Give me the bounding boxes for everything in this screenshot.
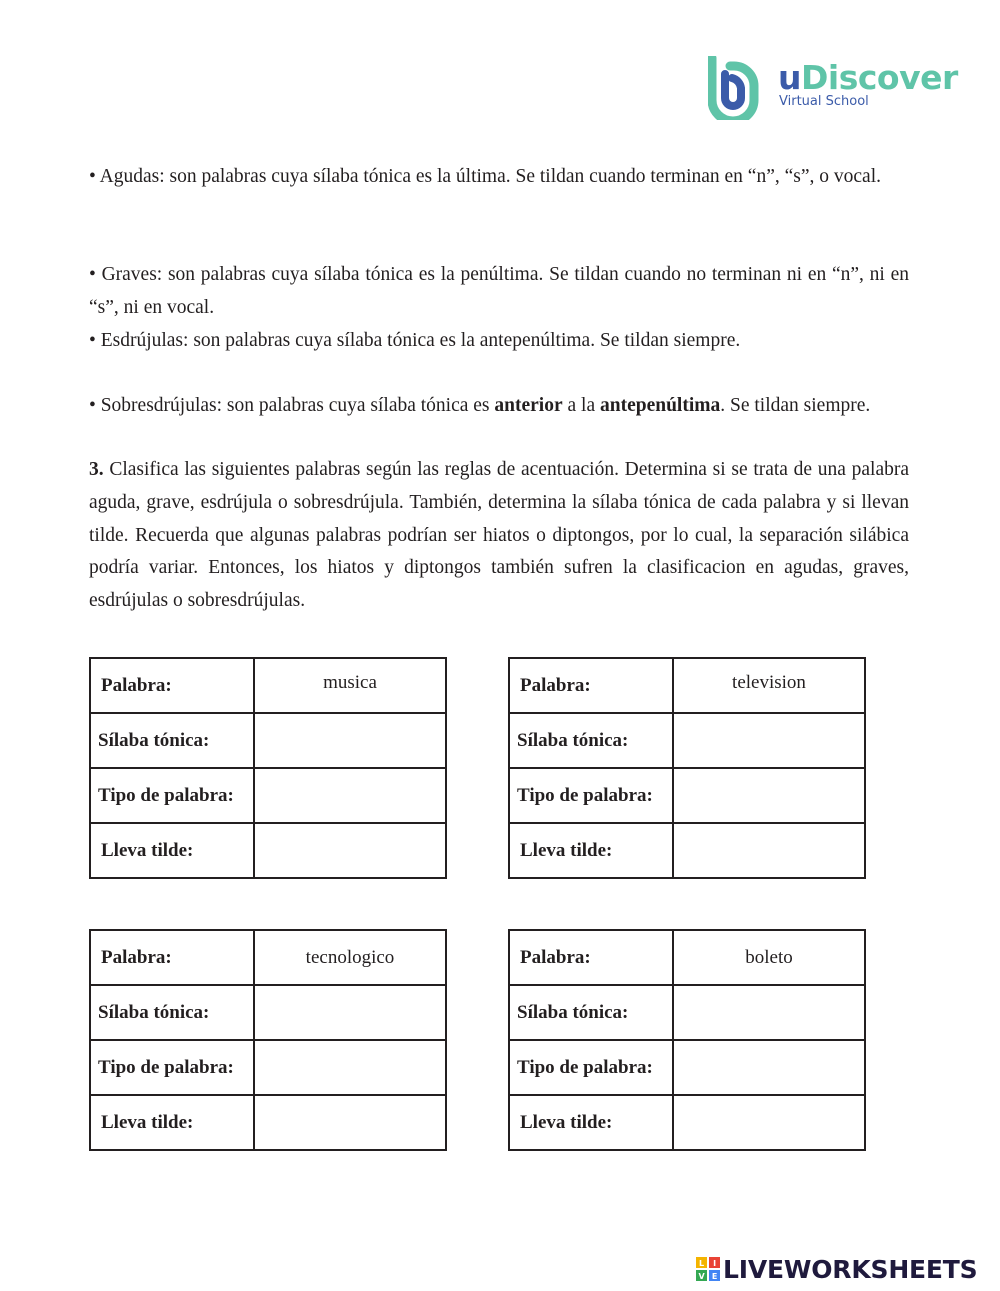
label-lleva-tilde: Lleva tilde:	[90, 1095, 254, 1150]
table-row-silaba	[90, 713, 446, 768]
rule-agudas-block	[89, 161, 909, 194]
rule-sobres-text-3: . Se tildan siempre.	[720, 395, 871, 416]
answer-lleva-tilde[interactable]	[254, 823, 446, 878]
exercise-text: Clasifica las siguientes palabras según las reglas de acentuación. Determina si se trata de una palabra aguda, grave, esdrújula o sobresdrújula. También, determina la sílaba tónica de cada palabra y si llevan tilde. Recuerda que algunas palabras podrían ser hiatos o diptongos, por lo cual, la separación silábica podría variar. Entonces, los hiatos y diptongos también sufren la clasificacion en agudas, graves, esdrújulas o sobresdrújulas.	[89, 459, 909, 612]
word-table-1	[89, 657, 447, 879]
logo-title-prefix: u	[778, 58, 801, 97]
table-row-palabra	[90, 930, 446, 985]
answer-silaba-tonica[interactable]	[673, 713, 865, 768]
table-row-tipo	[90, 768, 446, 823]
label-silaba-tonica: Sílaba tónica:	[90, 713, 254, 768]
rule-sobresdrujulas	[89, 390, 909, 423]
block-letter-v: V	[698, 1272, 705, 1281]
label-lleva-tilde: Lleva tilde:	[509, 1095, 673, 1150]
block-letter-l: L	[699, 1259, 704, 1268]
answer-tipo-palabra[interactable]	[254, 768, 446, 823]
rule-esdrujulas: • Esdrújulas: son palabras cuya sílaba tónica es la antepenúltima. Se tildan siempre.	[89, 329, 741, 351]
exercise-instructions-block	[89, 454, 909, 618]
label-silaba-tonica: Sílaba tónica:	[509, 985, 673, 1040]
answer-silaba-tonica[interactable]	[673, 985, 865, 1040]
table-row-silaba	[509, 713, 865, 768]
word-table-3	[89, 929, 447, 1151]
answer-silaba-tonica[interactable]	[254, 985, 446, 1040]
table-row-tipo	[509, 1040, 865, 1095]
word-value: boleto	[673, 930, 865, 985]
rule-sobres-bold-antepenultima: antepenúltima	[599, 395, 721, 416]
table-row-tipo	[90, 1040, 446, 1095]
rule-graves-block	[89, 259, 909, 357]
answer-lleva-tilde[interactable]	[673, 823, 865, 878]
rule-sobres-text-2: a la	[562, 395, 600, 416]
logo-title	[778, 58, 958, 98]
table-row-tilde	[90, 823, 446, 878]
rule-graves: • Graves: son palabras cuya sílaba tónica es la penúltima. Se tildan cuando no terminan ni en “n”, ni en “s”, ni en vocal.	[89, 264, 909, 318]
label-silaba-tonica: Sílaba tónica:	[509, 713, 673, 768]
block-letter-i: I	[713, 1259, 716, 1268]
rule-sobres-text-1: • Sobresdrújulas: son palabras cuya sílaba tónica es	[89, 395, 495, 416]
word-table-2	[508, 657, 866, 879]
answer-silaba-tonica[interactable]	[254, 713, 446, 768]
answer-lleva-tilde[interactable]	[673, 1095, 865, 1150]
word-value: television	[673, 658, 865, 713]
exercise-instructions	[89, 454, 909, 618]
label-palabra: Palabra:	[90, 658, 254, 713]
table-row-palabra	[509, 658, 865, 713]
answer-tipo-palabra[interactable]	[673, 1040, 865, 1095]
table-row-tilde	[509, 823, 865, 878]
table-row-tilde	[509, 1095, 865, 1150]
rule-sobresdrujulas-block	[89, 390, 909, 423]
word-value: musica	[254, 658, 446, 713]
label-tipo-palabra: Tipo de palabra:	[509, 768, 673, 823]
logo-title-rest: Discover	[801, 58, 958, 97]
label-lleva-tilde: Lleva tilde:	[509, 823, 673, 878]
word-value: tecnologico	[254, 930, 446, 985]
table-row-silaba	[90, 985, 446, 1040]
label-lleva-tilde: Lleva tilde:	[90, 823, 254, 878]
exercise-number: 3.	[89, 459, 104, 480]
label-silaba-tonica: Sílaba tónica:	[90, 985, 254, 1040]
label-tipo-palabra: Tipo de palabra:	[90, 1040, 254, 1095]
answer-tipo-palabra[interactable]	[673, 768, 865, 823]
label-tipo-palabra: Tipo de palabra:	[509, 1040, 673, 1095]
rule-agudas: • Agudas: son palabras cuya sílaba tónica es la última. Se tildan cuando terminan en “n”, “s”, o vocal.	[89, 166, 881, 187]
word-table-4	[508, 929, 866, 1151]
liveworksheets-logo	[696, 1254, 977, 1286]
liveworksheets-blocks-icon	[696, 1257, 720, 1281]
label-palabra: Palabra:	[90, 930, 254, 985]
rule-sobres-bold-anterior: anterior	[494, 395, 563, 416]
label-palabra: Palabra:	[509, 930, 673, 985]
table-row-tilde	[90, 1095, 446, 1150]
logo-subtitle: Virtual School	[779, 94, 869, 109]
table-row-silaba	[509, 985, 865, 1040]
label-palabra: Palabra:	[509, 658, 673, 713]
udiscover-logo	[708, 56, 958, 122]
table-row-palabra	[90, 658, 446, 713]
answer-lleva-tilde[interactable]	[254, 1095, 446, 1150]
block-letter-e: E	[711, 1272, 718, 1281]
table-row-tipo	[509, 768, 865, 823]
table-row-palabra	[509, 930, 865, 985]
answer-tipo-palabra[interactable]	[254, 1040, 446, 1095]
liveworksheets-text: LIVEWORKSHEETS	[723, 1255, 978, 1284]
label-tipo-palabra: Tipo de palabra:	[90, 768, 254, 823]
udiscover-logo-icon	[708, 56, 768, 120]
